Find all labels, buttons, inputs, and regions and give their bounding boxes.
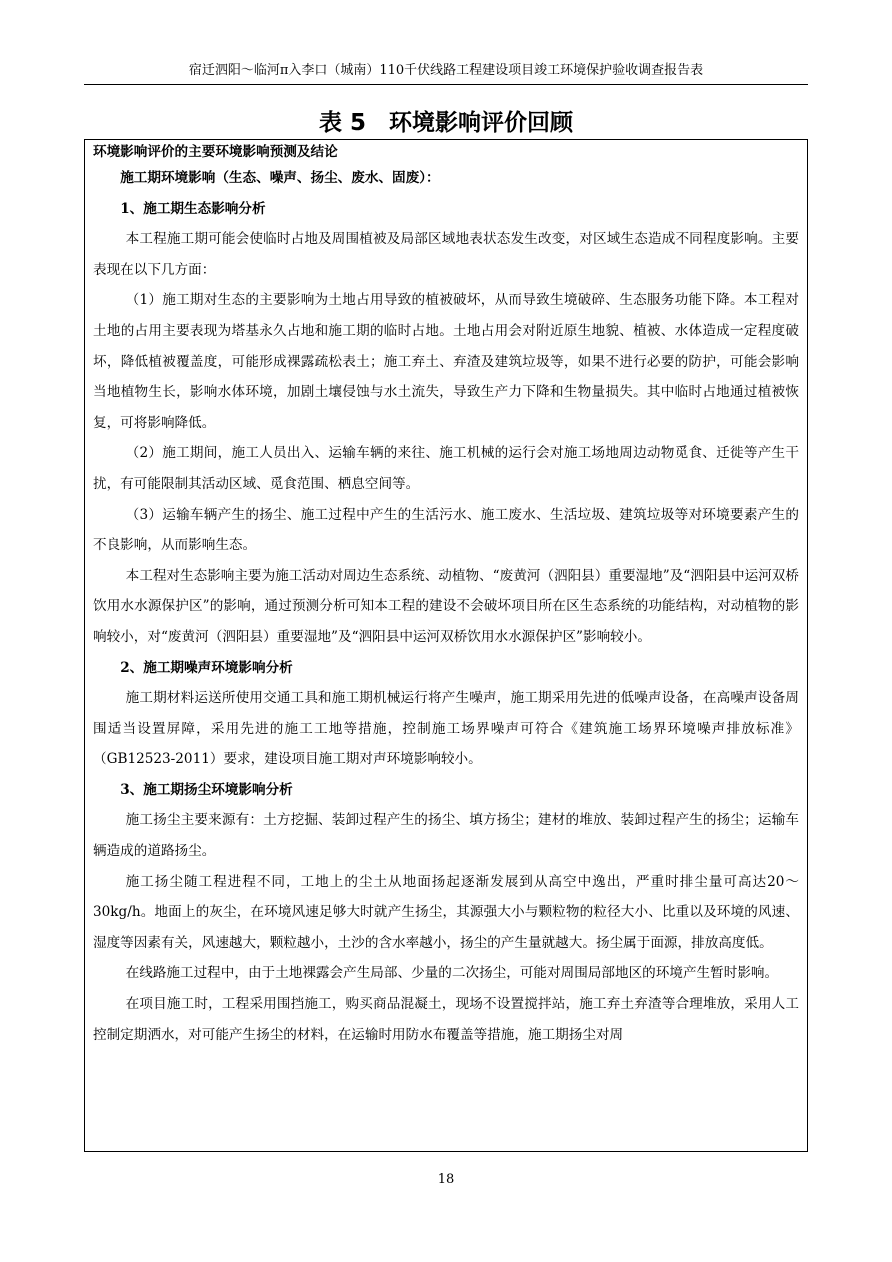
paragraph: 施工扬尘随工程进程不同，工地上的尘土从地面扬起逐渐发展到从高空中逸出，严重时排尘量可高达20～30kg/h。地面上的灰尘，在环境风速足够大时就产生扬尘，其源强大小与颗粒物的粒径大小、比重以及环境的风速、湿度等因素有关，风速越大，颗粒越小，土沙的含水率越小，扬尘的产生量就越大。扬尘属于面源，排放高度低。 (93, 873, 799, 951)
construction-heading: 施工期环境影响（生态、噪声、扬尘、废水、固废）： (120, 170, 440, 186)
paragraph: （2）施工期间，施工人员出入、运输车辆的来往、施工机械的运行会对施工场地周边动物觅食、迁徙等产生干扰，有可能限制其活动区域、觅食范围、栖息空间等。 (93, 445, 799, 492)
content-box (84, 139, 808, 1152)
paragraph: 本工程施工期可能会使临时占地及周围植被及局部区域地表状态发生改变，对区域生态造成不同程度影响。主要表现在以下几方面： (93, 231, 799, 278)
table-title: 表 5 环境影响评价回顾 (318, 110, 573, 136)
running-header: 宿迁泗阳～临河π入李口（城南）110千伏线路工程建设项目竣工环境保护验收调查报告表 (188, 63, 704, 78)
content-body (85, 140, 807, 1050)
paragraph: 施工期材料运送所使用交通工具和施工期机械运行将产生噪声，施工期采用先进的低噪声设备，在高噪声设备周围适当设置屏障，采用先进的施工工地等措施，控制施工场界噪声可符合《建筑施工场界环境噪声排放标准》（GB12523-2011）要求，建设项目施工期对声环境影响较小。 (93, 690, 799, 768)
paragraph: 施工扬尘主要来源有：土方挖掘、装卸过程产生的扬尘、填方扬尘；建材的堆放、装卸过程产生的扬尘；运输车辆造成的道路扬尘。 (93, 812, 799, 860)
paragraph: 在项目施工时，工程采用围挡施工，购买商品混凝土，现场不设置搅拌站，施工弃土弃渣等合理堆放，采用人工控制定期洒水，对可能产生扬尘的材料，在运输时用防水布覆盖等措施，施工期扬尘对周 (93, 996, 799, 1043)
paragraph: （1）施工期对生态的主要影响为土地占用导致的植被破坏，从而导致生境破碎、生态服务功能下降。本工程对土地的占用主要表现为塔基永久占地和施工期的临时占地。土地占用会对附近原生地貌、植被、水体造成一定程度破坏，降低植被覆盖度，可能形成裸露疏松表土；施工弃土、弃渣及建筑垃圾等，如果不进行必要的防护，可能会影响当地植物生长，影响水体环境，加剧土壤侵蚀与水土流失，导致生产力下降和生物量损失。其中临时占地通过植被恢复，可将影响降低。 (93, 292, 799, 431)
header-divider (84, 84, 808, 85)
section-heading-ecology: 1、施工期生态影响分析 (120, 200, 266, 217)
section-heading-noise: 2、施工期噪声环境影响分析 (120, 659, 293, 676)
paragraph: 本工程对生态影响主要为施工活动对周边生态系统、动植物、“废黄河（泗阳县）重要湿地”及“泗阳县中运河双桥饮用水水源保护区”的影响，通过预测分析可知本工程的建设不会破坏项目所在区生态系统的功能结构，对动植物的影响较小，对“废黄河（泗阳县）重要湿地”及“泗阳县中运河双桥饮用水水源保护区”影响较小。 (93, 567, 799, 645)
paragraph: 在线路施工过程中，由于土地裸露会产生局部、少量的二次扬尘，可能对周围局部地区的环境产生暂时影响。 (125, 965, 779, 982)
section-heading-dust: 3、施工期扬尘环境影响分析 (120, 781, 293, 798)
page-number: 18 (437, 1172, 455, 1187)
paragraph: （3）运输车辆产生的扬尘、施工过程中产生的生活污水、施工废水、生活垃圾、建筑垃圾等对环境要素产生的不良影响，从而影响生态。 (93, 506, 799, 554)
box-heading: 环境影响评价的主要环境影响预测及结论 (93, 144, 338, 160)
